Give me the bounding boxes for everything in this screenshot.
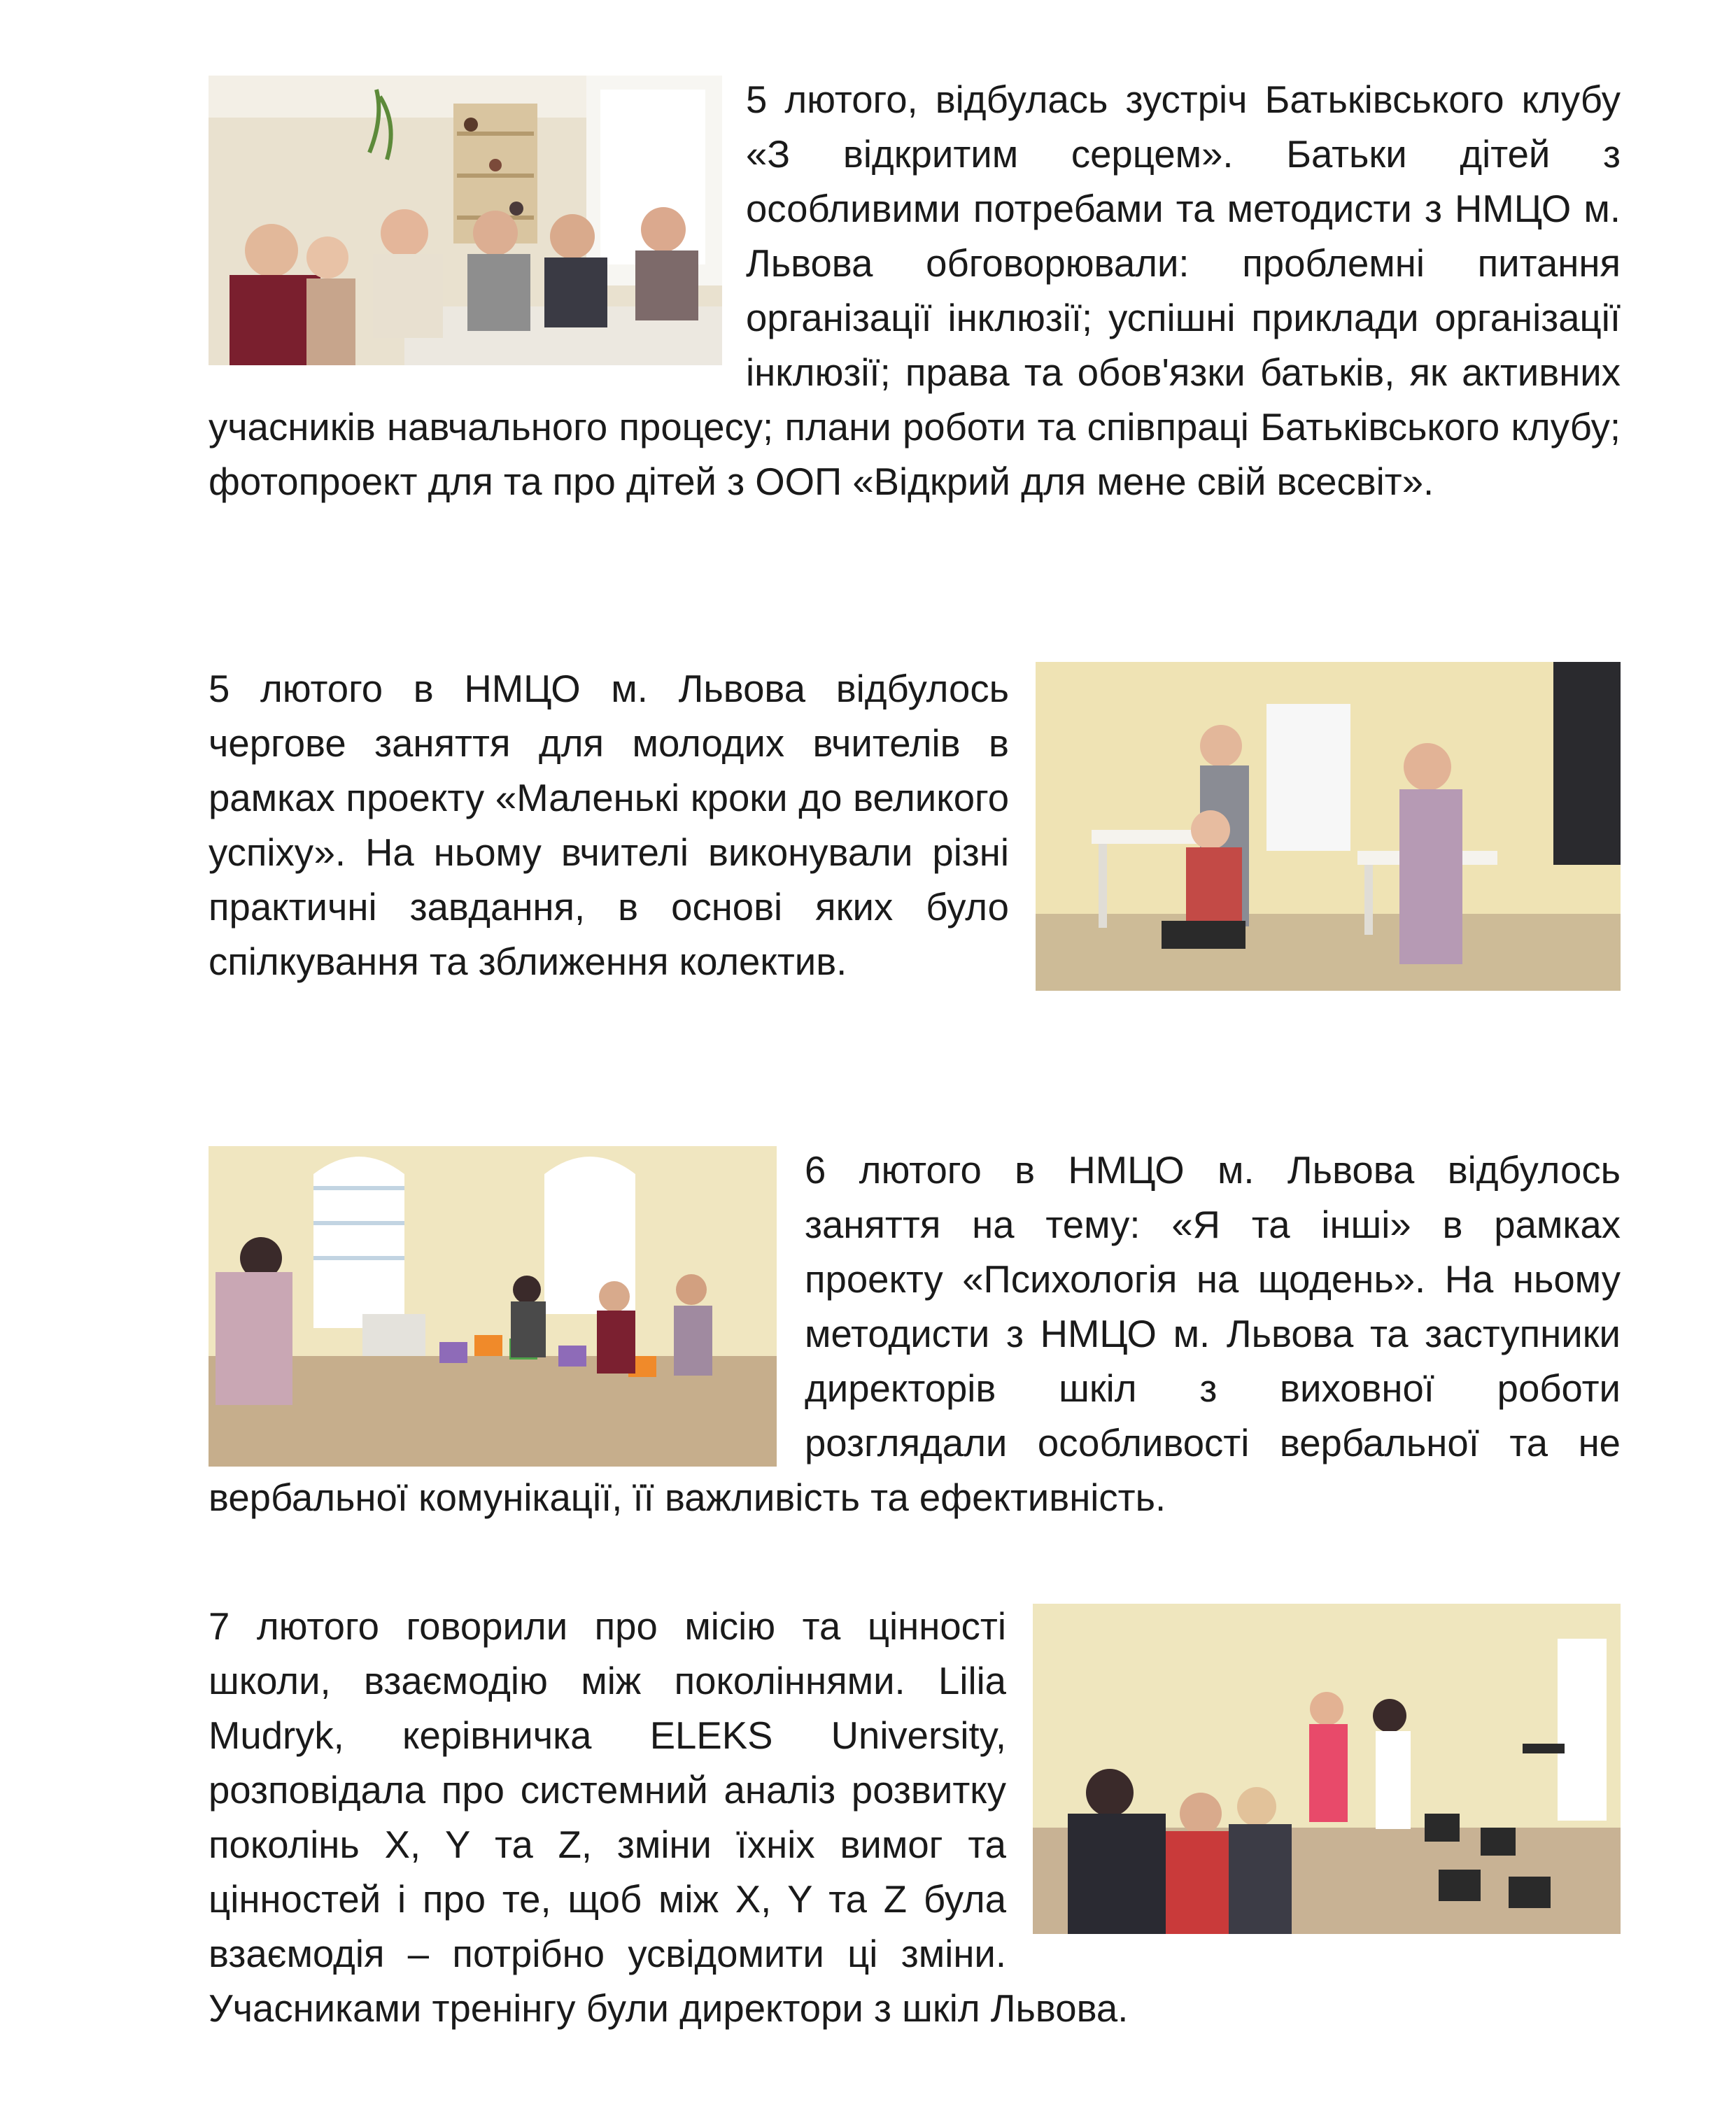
news-item-generations	[209, 1600, 1621, 2036]
news-text-parents-club: 5 лютого, відбулась зустріч Батьківського клубу «З відкритим серцем». Батьки дітей з особливими потребами та методисти з НМЦО м. Львова обговорювали: проблемні питання організації інклюзії; успішні приклади організації інклюзії; права та обов'язки батьків, як активних учасників навчального процесу; плани роботи та співпраці Батьківського клубу; фотопроект для та про дітей з ООП «Відкрий для мене свій всесвіт».	[209, 78, 1621, 503]
news-text-psychology: 6 лютого в НМЦО м. Львова відбулось заняття на тему: «Я та інші» в рамках проекту «Психологія на щодень». На ньому методисти з НМЦО м. Львова та заступники директорів шкіл з виховної роботи розглядали особливості вербальної та не вербальної комунікації, її важливість та ефективність.	[209, 1149, 1621, 1519]
news-text-generations: 7 лютого говорили про місію та цінності школи, взаємодію між поколіннями. Lilia Mudryk, керівничка ELEKS University, розповідала про системний аналіз розвитку поколінь X, Y та Z, зміни їхніх вимог та цінностей і про те, щоб між X, Y та Z була взаємодія – потрібно усвідомити ці зміни. Учасниками тренінгу були директори з шкіл Львова.	[209, 1605, 1129, 2030]
news-item-young-teachers	[209, 662, 1621, 991]
photo-generations-training	[1033, 1604, 1621, 1934]
photo-psychology-session	[209, 1146, 777, 1467]
news-item-parents-club	[209, 73, 1621, 509]
photo-parents-club-meeting	[209, 76, 722, 365]
photo-young-teachers-session	[1036, 662, 1621, 991]
news-text-young-teachers: 5 лютого в НМЦО м. Львова відбулось чергове заняття для молодих вчителів в рамках проекту «Маленькі кроки до великого успіху». На ньому вчителі виконували різні практичні завдання, в основі яких було спілкування та зближення колектив.	[209, 668, 1009, 983]
news-item-psychology	[209, 1143, 1621, 1525]
